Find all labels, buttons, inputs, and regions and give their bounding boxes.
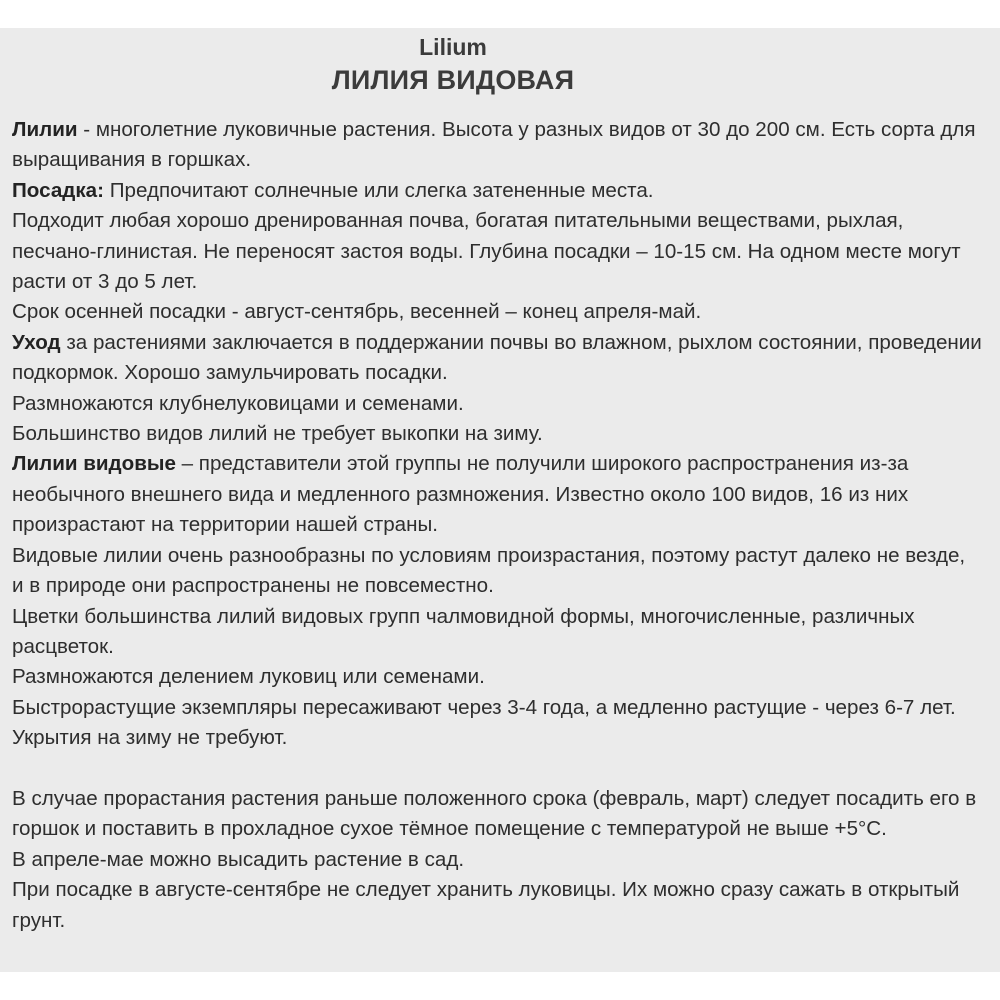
paragraph-text: Подходит любая хорошо дренированная почва, богатая питательными веществами, рыхлая, песчано-глинистая. Не переносят застоя воды. Глубина посадки – 10-15 см. На одном месте могут расти от 3 до 5 лет.	[12, 209, 961, 294]
paragraph	[12, 662, 982, 692]
paragraph-bold-term: Лилии видовые	[12, 452, 176, 476]
paragraph-text: Большинство видов лилий не требует выкопки на зиму.	[12, 422, 543, 446]
paragraph-text: Размножаются делением луковиц или семенами.	[12, 665, 485, 689]
paragraph-text: Цветки большинства лилий видовых групп чалмовидной формы, многочисленные, различных расцветок.	[12, 604, 915, 658]
note-paragraph	[12, 875, 982, 936]
paragraph-text: Срок осенней посадки - август-сентябрь, весенней – конец апреля-май.	[12, 300, 702, 324]
paragraph-bold-term: Уход	[12, 330, 61, 354]
paragraph	[12, 206, 982, 297]
section-gap	[12, 754, 982, 784]
paragraph	[12, 602, 982, 663]
paragraph	[12, 328, 982, 389]
title-block	[0, 32, 906, 98]
paragraph	[12, 297, 982, 327]
note-text: В апреле-мае можно высадить растение в сад.	[12, 847, 465, 871]
care-instructions	[12, 115, 982, 936]
page-title: ЛИЛИЯ ВИДОВАЯ	[331, 65, 575, 95]
note-text: В случае прорастания растения раньше положенного срока (февраль, март) следует посадить его в горшок и поставить в прохладное сухое тёмное помещение с температурой не выше +5°С.	[12, 786, 977, 841]
paragraph-text: – представители этой группы не получили широкого распространения из-за необычного внешнего вида и медленного размножения. Известно около 100 видов, 16 из них произрастают на территории нашей страны.	[12, 452, 909, 537]
paragraph	[12, 389, 982, 419]
paragraph-text: Видовые лилии очень разнообразны по условиям произрастания, поэтому растут далеко не везде, и в природе они распространены не повсеместно.	[12, 543, 966, 598]
paragraph-text: - многолетние луковичные растения. Высота у разных видов от 30 до 200 см. Есть сорта для выращивания в горшках.	[12, 118, 976, 172]
paragraph-text: Размножаются клубнелуковицами и семенами.	[12, 391, 464, 415]
paragraph-bold-term: Лилии	[12, 118, 78, 141]
note-paragraph	[12, 845, 982, 875]
latin-name: Lilium	[419, 34, 487, 60]
paragraph	[12, 115, 982, 176]
paragraph	[12, 419, 982, 449]
paragraph-bold-term: Посадка:	[12, 178, 104, 202]
paragraph	[12, 449, 982, 540]
paragraph	[12, 176, 982, 206]
instruction-sheet	[0, 28, 1000, 972]
paragraph-text: за растениями заключается в поддержании почвы во влажном, рыхлом состоянии, проведении подкормок. Хорошо замульчировать посадки.	[12, 330, 982, 385]
paragraph	[12, 693, 982, 723]
paragraph-text: Укрытия на зиму не требуют.	[12, 726, 288, 750]
note-text: При посадке в августе-сентябре не следует хранить луковицы. Их можно сразу сажать в открытый грунт.	[12, 878, 960, 932]
paragraph-text: Предпочитают солнечные или слегка затененные места.	[103, 178, 654, 202]
paragraph-text: Быстрорастущие экземпляры пересаживают через 3-4 года, а медленно растущие - через 6-7 лет.	[12, 695, 956, 719]
note-paragraph	[12, 784, 982, 845]
paragraph	[12, 541, 982, 602]
paragraph	[12, 723, 982, 753]
